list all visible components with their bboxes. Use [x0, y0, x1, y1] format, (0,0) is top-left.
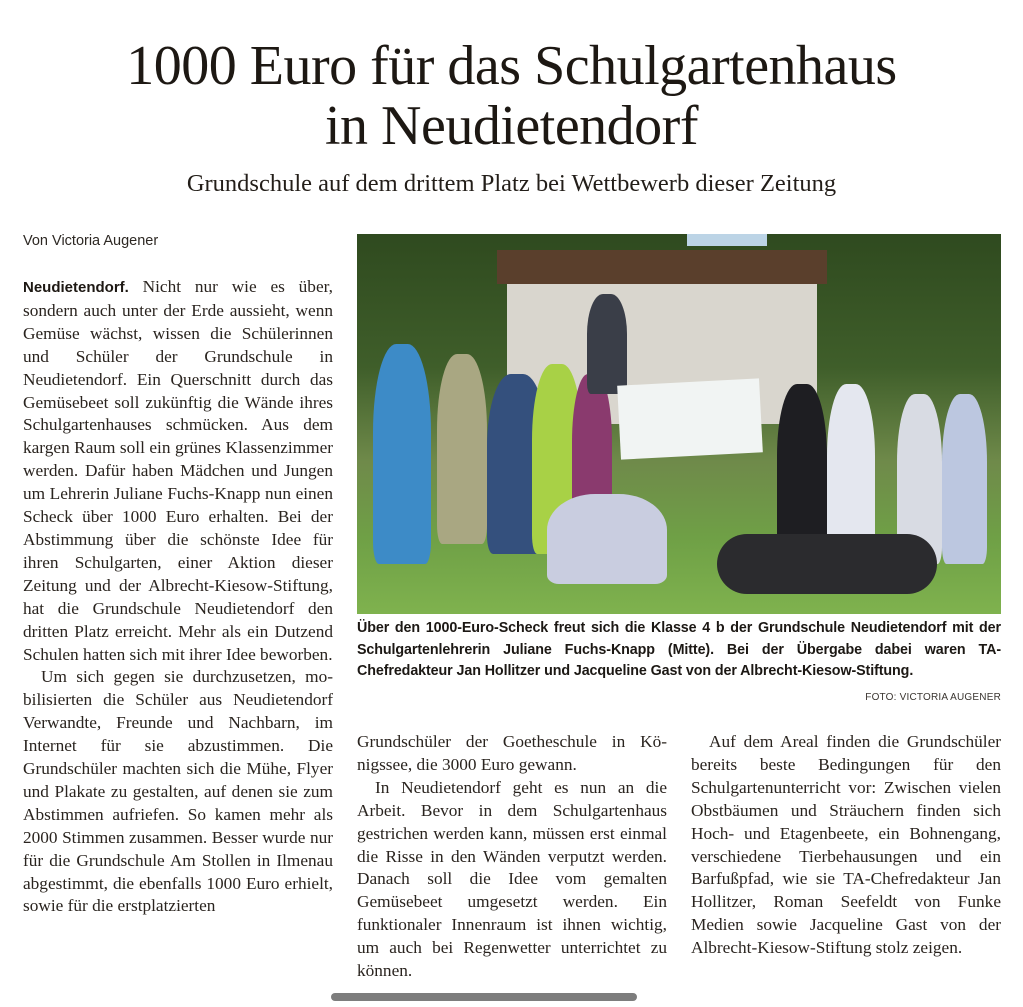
column-3	[691, 731, 1001, 960]
photo-person	[547, 494, 667, 584]
photo-person	[437, 354, 487, 544]
headline	[0, 36, 1023, 156]
paragraph-3: Grundschüler der Goetheschule in Königssee, die 3000 Euro gewann.	[357, 732, 667, 774]
photo-caption: Über den 1000-Euro-Scheck freut sich die Klasse 4 b der Grundschule Neudietendorf mit der Schulgartenlehrerin Juliane Fuchs-Knapp (Mitte). Bei der Übergabe dabei waren TA-Chefredakteur Jan Hollitzer und Jacqueline Gast von der Albrecht-Kiesow-Stiftung.	[357, 620, 1001, 679]
column-1	[23, 276, 333, 918]
photo-roof	[497, 250, 827, 284]
paragraph-1	[23, 276, 333, 666]
paragraph-1-text: Nicht nur wie es über, sondern auch unter der Erde aussieht, wenn Gemüse wächst, wissen die Schülerinnen und Schüler der Grundschule in Neudietendorf. Ein Querschnitt durch das Gemüsebeet soll zukünftig die Wände ihres Schulgartenhauses schmücken. Aus dem kargen Raum soll ein grünes Klassenzimmer werden. Dafür haben Mädchen und Jungen um Lehrerin Juliane Fuchs-Knapp nun einen Scheck über 1000 Euro erhalten. Bei der Abstimmung über die schönste Idee für ihren Schulgarten, einer Aktion dieser Zeitung und der Albrecht-Kiesow-Stiftung, hat die Grundschule Neudietendorf den dritten Platz erreicht. Mehr als ein Dutzend Schulen hatten sich mit ihrer Idee beworben.	[23, 277, 333, 664]
photo-person	[942, 394, 987, 564]
column-2	[357, 731, 667, 983]
horizontal-scrollbar[interactable]	[331, 993, 637, 1001]
photo-sky	[687, 234, 767, 246]
paragraph-2: Um sich gegen sie durchzusetzen, mobilisierten die Schüler aus Neudietendorf Verwandte, Freunde und Nachbarn, im Internet für sie abzustimmen. Die Grundschüler machten sich die Mühe, Flyer und Plakate zu gestalten, auf denen sie zum Abstimmen aufriefen. So kamen mehr als 2000 Stimmen zusammen. Besser wurde nur für die Grundschule Am Stollen in Ilmenau abgestimmt, die ebenfalls 1000 Euro erhielt, sowie für die erstplatzierten	[23, 667, 333, 916]
subheadline: Grundschule auf dem drittem Platz bei Wettbewerb dieser Zeitung	[186, 170, 837, 197]
byline: Von Victoria Augener	[23, 233, 159, 249]
photo-cheque	[617, 378, 763, 459]
paragraph-4: In Neudietendorf geht es nun an die Arbeit. Bevor in dem Schulgartenhaus gestrichen werden kann, müssen erst einmal die Risse in den Wänden verputzt werden. Danach soll die Idee vom gemalten Gemüsebeet umgesetzt werden. Ein funktionaler Innenraum ist ihnen wichtig, um auch bei Regenwetter unterrichtet zu können.	[357, 777, 667, 981]
photo-credit: FOTO: VICTORIA AUGENER	[865, 692, 1001, 703]
photo-person	[587, 294, 627, 394]
photo-person	[717, 534, 937, 594]
lead-place: Neudietendorf.	[23, 279, 129, 296]
photo-person	[373, 344, 431, 564]
headline-line-2: in Neudietendorf	[325, 95, 698, 157]
headline-line-1: 1000 Euro für das Schulgartenhaus	[126, 35, 897, 97]
paragraph-5: Auf dem Areal finden die Grundschüler bereits beste Bedingungen für den Schulgartenunterricht vor: Zwischen vielen Obstbäumen und Sträuchern finden sich Hoch- und Etagenbeete, ein Bohnengang, verschiedene Tierbehausungen und ein Barfußpfad, wie sie TA-Chefredakteur Jan Hollitzer, Roman Seefeldt von Funke Medien sowie Jacqueline Gast von der Albrecht-Kiesow-Stiftung stolz zeigen.	[691, 732, 1001, 958]
article-photo	[357, 234, 1001, 614]
